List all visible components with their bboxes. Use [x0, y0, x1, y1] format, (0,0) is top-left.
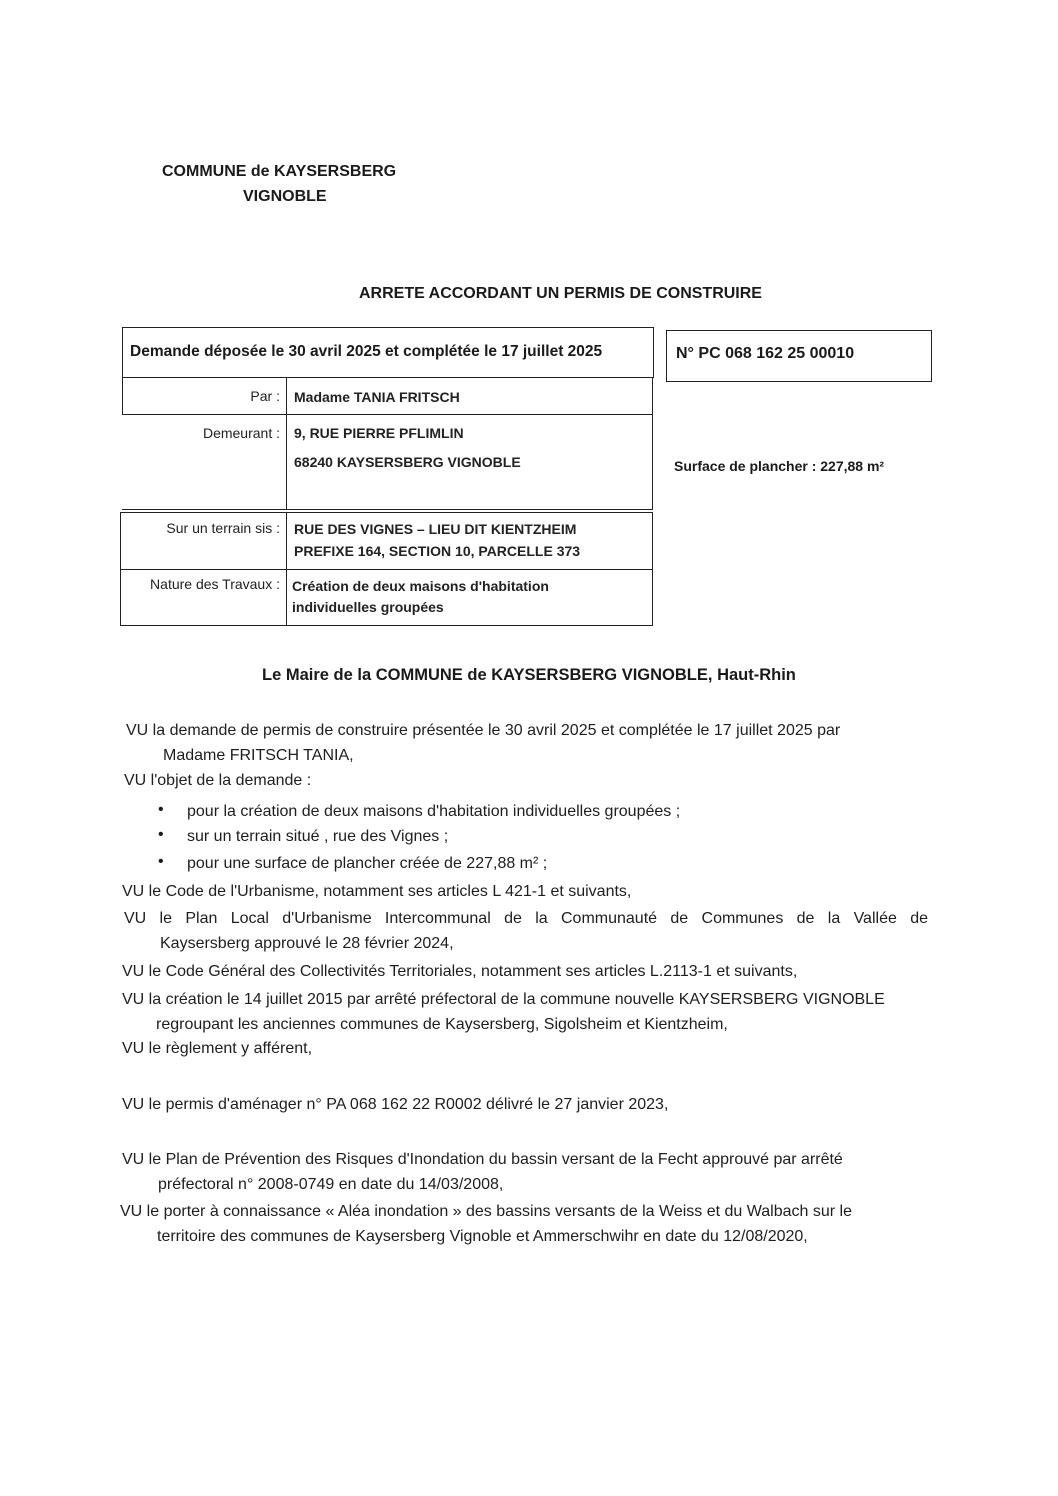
- bullet-icon: •: [158, 853, 164, 870]
- bullet-icon: •: [158, 801, 164, 818]
- demeurant-line1: 9, RUE PIERRE PFLIMLIN: [294, 425, 464, 441]
- demeurant-line2: 68240 KAYSERSBERG VIGNOBLE: [294, 454, 521, 470]
- objet-item: sur un terrain situé , rue des Vignes ;: [187, 828, 449, 845]
- table-border: [120, 625, 653, 626]
- commune-name-line1: COMMUNE de KAYSERSBERG: [162, 163, 397, 180]
- vu-alea-line2: territoire des communes de Kaysersberg Vignoble et Ammerschwihr en date du 12/08/2020,: [157, 1228, 808, 1245]
- table-border: [652, 378, 653, 509]
- table-border: [122, 414, 653, 415]
- commune-name-line2: VIGNOBLE: [243, 188, 327, 205]
- objet-item: pour une surface de plancher créée de 227,88 m² ;: [187, 855, 548, 872]
- vu-alea-line1: VU le porter à connaissance « Aléa inondation » des bassins versants de la Weiss et du Walbach sur le: [120, 1203, 852, 1220]
- terrain-line1: RUE DES VIGNES – LIEU DIT KIENTZHEIM: [294, 521, 577, 537]
- table-divider: [286, 512, 287, 626]
- terrain-label: Sur un terrain sis :: [166, 520, 280, 536]
- vu-creation-line2: regroupant les anciennes communes de Kaysersberg, Sigolsheim et Kientzheim,: [156, 1016, 728, 1033]
- vu-creation-line1: VU la création le 14 juillet 2015 par arrêté préfectoral de la commune nouvelle KAYSERSBERG VIGNOBLE: [122, 991, 885, 1008]
- maire-heading: Le Maire de la COMMUNE de KAYSERSBERG VIGNOBLE, Haut-Rhin: [262, 666, 796, 684]
- document-title: ARRETE ACCORDANT UN PERMIS DE CONSTRUIRE: [359, 285, 762, 302]
- vu-ppri-line2: préfectoral n° 2008-0749 en date du 14/03/2008,: [158, 1176, 504, 1193]
- table-border: [122, 378, 123, 415]
- table-divider: [286, 378, 287, 509]
- table-border: [120, 512, 653, 513]
- table-border: [120, 569, 653, 570]
- vu-demande-line2: Madame FRITSCH TANIA,: [163, 747, 354, 764]
- terrain-line2: PREFIXE 164, SECTION 10, PARCELLE 373: [294, 543, 581, 559]
- travaux-label: Nature des Travaux :: [150, 576, 280, 592]
- travaux-line2: individuelles groupées: [292, 599, 444, 615]
- request-heading: Demande déposée le 30 avril 2025 et complétée le 17 juillet 2025: [130, 343, 603, 360]
- vu-demande-line1: VU la demande de permis de construire présentée le 30 avril 2025 et complétée le 17 juillet 2025 par: [126, 722, 841, 739]
- table-border: [122, 509, 653, 510]
- objet-item: pour la création de deux maisons d'habitation individuelles groupées ;: [187, 803, 681, 820]
- vu-permis-amenager: VU le permis d'aménager n° PA 068 162 22 R0002 délivré le 27 janvier 2023,: [122, 1096, 669, 1113]
- table-border: [652, 512, 653, 626]
- par-label: Par :: [250, 388, 280, 404]
- vu-reglement: VU le règlement y afférent,: [122, 1040, 313, 1057]
- bullet-icon: •: [158, 826, 164, 843]
- vu-code-urbanisme: VU le Code de l'Urbanisme, notamment ses articles L 421-1 et suivants,: [122, 883, 632, 900]
- table-border: [120, 512, 121, 626]
- vu-plu-line2: Kaysersberg approuvé le 28 février 2024,: [160, 935, 454, 952]
- surface-plancher: Surface de plancher : 227,88 m²: [674, 458, 885, 474]
- vu-objet: VU l'objet de la demande :: [124, 772, 312, 789]
- permit-number: N° PC 068 162 25 00010: [676, 345, 855, 362]
- travaux-line1: Création de deux maisons d'habitation: [292, 578, 549, 594]
- demeurant-label: Demeurant :: [202, 425, 280, 441]
- vu-plu-line1: VU le Plan Local d'Urbanisme Intercommunal de la Communauté de Communes de la Vallée de: [124, 910, 928, 927]
- par-value: Madame TANIA FRITSCH: [294, 389, 460, 405]
- vu-ppri-line1: VU le Plan de Prévention des Risques d'Inondation du bassin versant de la Fecht approuvé par arrêté: [122, 1151, 843, 1168]
- vu-cgct: VU le Code Général des Collectivités Territoriales, notamment ses articles L.2113-1 et suivants,: [122, 963, 798, 980]
